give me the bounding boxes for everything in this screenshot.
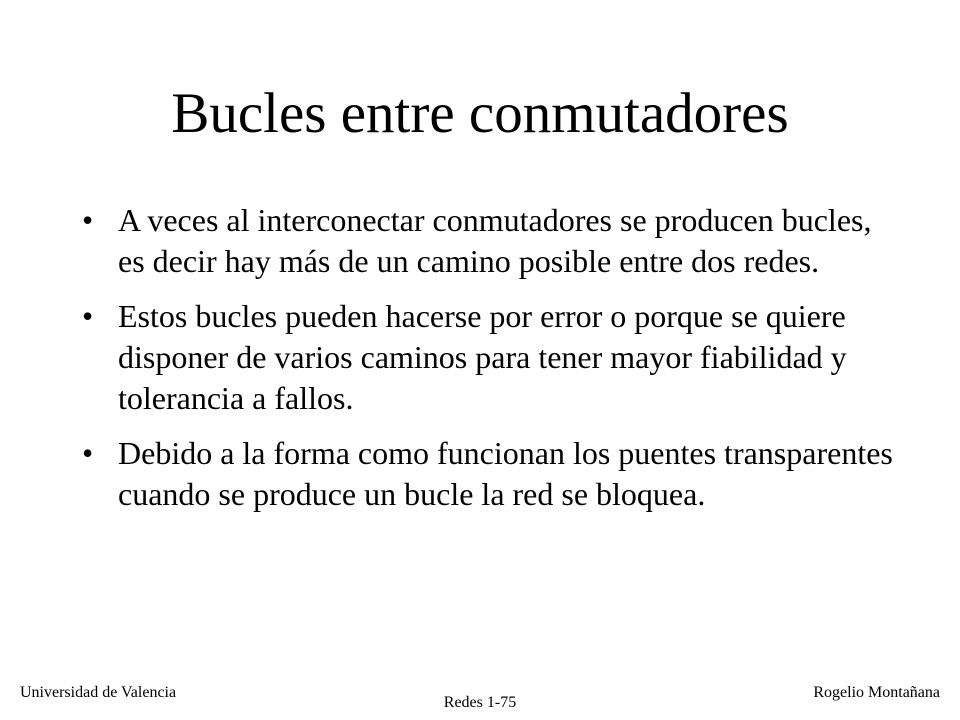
bullet-text: Estos bucles pueden hacerse por error o porque se quiere disponer de varios caminos para tener mayor fiabilidad y tolerancia a fallos.	[118, 298, 847, 416]
bullet-item	[76, 433, 896, 515]
footer-page-number: Redes 1-75	[443, 694, 517, 711]
bullet-text: A veces al interconectar conmutadores se producen bucles, es decir hay más de un camino posible entre dos redes.	[118, 202, 872, 279]
bullet-icon: •	[82, 202, 94, 238]
bullet-icon: •	[82, 298, 94, 334]
bullet-item	[76, 296, 896, 419]
footer-institution: Universidad de Valencia	[20, 684, 177, 701]
slide-title: Bucles entre conmutadores	[171, 82, 789, 145]
footer-author: Rogelio Montañana	[813, 684, 940, 701]
bullet-text: Debido a la forma como funcionan los puentes transparentes cuando se produce un bucle la red se bloquea.	[118, 435, 893, 512]
bullet-icon: •	[82, 435, 94, 471]
bullet-list	[76, 200, 896, 529]
bullet-item	[76, 200, 896, 282]
